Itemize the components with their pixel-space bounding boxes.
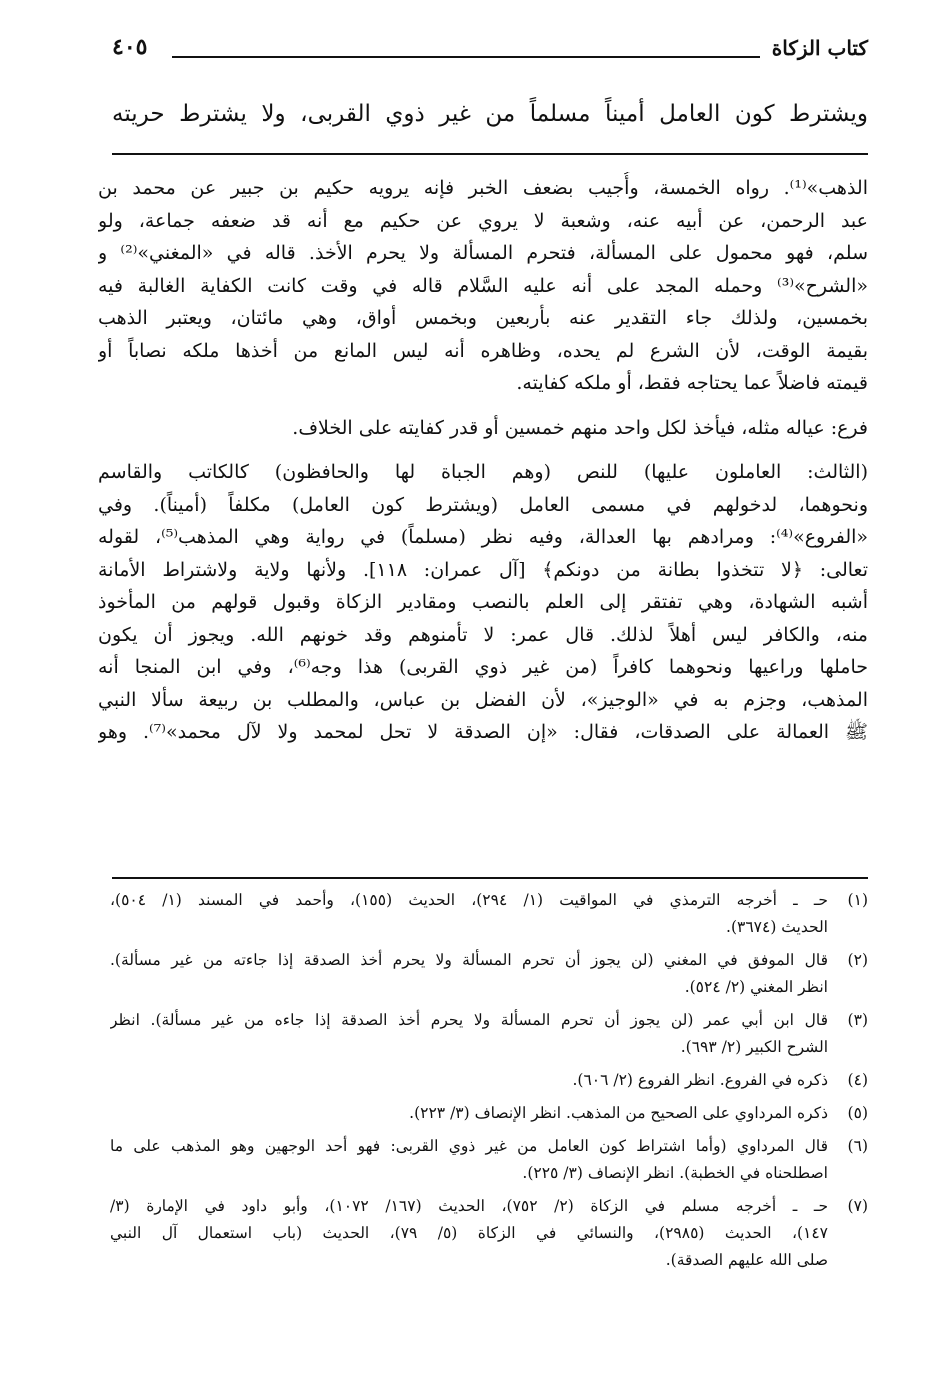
footnotes — [110, 887, 868, 1280]
footnote-number: (٣) — [847, 1011, 868, 1029]
footnote-separator — [112, 877, 868, 879]
footnote-line: انظر المغني (٢/ ٥٢٤). — [684, 978, 828, 996]
footnote-line: قال ابن أبي عمر (لن يجوز أن تحرم المسألة ولا يحرم أخذ الصدقة إذا جاءه من غير مسألة). انظر — [110, 1011, 828, 1029]
footnote-line: قال المرداوي (وأما اشتراط كون العامل من غير ذوي القربى: فهو أحد الوجهين وهو المذهب على ما — [110, 1137, 828, 1155]
commentary-body — [98, 172, 868, 749]
body-line: ونحوهما، لدخولهم في مسمى العامل (ويشترط كون العامل) مكلفاً (أميناً). وفي — [98, 493, 868, 516]
body-line: سلم، فهو محمول على المسألة، فتحرم المسألة ولا يحرم الأخذ. قاله في «المغني»⁽²⁾ و — [98, 242, 868, 264]
matn-separator — [112, 153, 868, 155]
footnote-number: (٦) — [847, 1137, 868, 1155]
footnote-number: (٥) — [847, 1104, 868, 1122]
body-line: بقيمة الوقت، لأن الشرع لم يحده، وظاهره أنه ليس المانع من أخذها ملكه نصاباً أو — [98, 339, 868, 362]
matn-text: ويشترط كون العامل أميناً مسلماً من غير ذوي القربى، ولا يشترط حريته — [112, 101, 868, 127]
footnote-number: (٢) — [847, 951, 868, 969]
footnote-line: الشرح الكبير (٢/ ٦٩٣). — [680, 1038, 828, 1056]
running-header — [112, 34, 868, 74]
footnote-line: الحديث (٣٦٧٤). — [726, 918, 828, 936]
footnote-item — [110, 1100, 868, 1127]
body-line: ﷺ العمالة على الصدقات، فقال: «إن الصدقة لا تحل لمحمد ولا لآل محمد»⁽⁷⁾. وهو — [98, 721, 868, 743]
body-line: عبد الرحمن، عن أبيه عنه، وشعبة لا يروي عن حكيم مع أنه قد ضعفه جماعة، ولو — [98, 209, 868, 232]
footnote-number: (١) — [847, 891, 868, 909]
body-line: بخمسين، ولذلك جاء التقدير عنه بأربعين وبخمس أواق، وهي مائتان، ويعتبر الذهب — [98, 307, 868, 329]
body-line: «الشرح»⁽³⁾ وحمله المجد على أنه عليه السَّلام قاله في وقت كانت الكفاية الغالبة فيه — [98, 274, 868, 297]
header-rule — [172, 56, 760, 58]
body-line: قيمته فاضلاً عما يحتاجه فقط، أو ملكه كفايته. — [516, 372, 868, 394]
footnote-line: صلى الله عليهم الصدقة). — [665, 1251, 828, 1269]
footnote-line: حـ ـ أخرجه مسلم في الزكاة (٢/ ٧٥٢)، الحديث (١٦٧/ ١٠٧٢)، وأبو داود في الإمارة (٣/ — [110, 1197, 828, 1215]
paragraph-gap — [98, 444, 868, 456]
paragraph-gap — [98, 400, 868, 412]
page-number: ٤٠٥ — [112, 34, 148, 60]
body-line: المذهب، وجزم به في «الوجيز»، لأن الفضل بن عباس، والمطلب بن ربيعة سألا النبي — [98, 688, 868, 711]
chapter-title: كتاب الزكاة — [771, 36, 868, 60]
footnote-line: ذكره في الفروع. انظر الفروع (٢/ ٦٠٦). — [572, 1071, 828, 1089]
footnote-item — [110, 947, 868, 1001]
footnote-number: (٤) — [847, 1071, 868, 1089]
footnote-item — [110, 1067, 868, 1094]
body-line: (الثالث: العاملون عليها) للنص (وهم الجباة لها والحافظون) كالكاتب والقاسم — [98, 461, 868, 483]
footnote-item — [110, 1133, 868, 1187]
body-line: الذهب»⁽¹⁾. رواه الخمسة، وأُجيب بضعف الخبر فإنه يرويه حكيم بن جبير عن محمد بن — [98, 177, 868, 199]
footnote-item — [110, 1193, 868, 1274]
footnote-line: ١٤٧)، الحديث (٢٩٨٥)، والنسائي في الزكاة (٥/ ٧٩)، الحديث (باب استعمال آل النبي — [110, 1224, 828, 1242]
body-line: فرع: عياله مثله، فيأخذ لكل واحد منهم خمسين أو قدر كفايته على الخلاف. — [292, 416, 868, 439]
footnote-number: (٧) — [847, 1197, 868, 1215]
body-line: منه، والكافر ليس أهلاً لذلك. قال عمر: لا تأمنوهم وقد خونهم الله. ويجوز أن يكون — [98, 623, 868, 646]
body-line: تعالى: ﴿لا تتخذوا بطانة من دونكم﴾ [آل عمران: ١١٨]. ولأنها ولاية ولاشتراط الأمانة — [98, 558, 868, 581]
footnote-line: قال الموفق في المغني (لن يجوز أن تحرم المسألة ولا يحرم أخذ الصدقة إذا جاءته من غير مسألة). — [110, 951, 828, 969]
body-line: أشبه الشهادة، وهي تفتقر إلى العلم بالنصب ومقادير الزكاة وقبول قولهم من المأخوذ — [98, 591, 868, 613]
footnote-line: حـ ـ أخرجه الترمذي في المواقيت (١/ ٢٩٤)، الحديث (١٥٥)، وأحمد في المسند (١/ ٥٠٤)، — [110, 891, 828, 909]
footnote-line: اصطلحناه في الخطبة). انظر الإنصاف (٣/ ٢٢٥). — [522, 1164, 828, 1182]
footnote-item — [110, 887, 868, 941]
footnote-item — [110, 1007, 868, 1061]
body-line: حاملها وراعيها ونحوهما كافراً (من غير ذوي القربى) هذا وجه⁽⁶⁾، وفي ابن المنجا أنه — [98, 656, 868, 678]
body-line: «الفروع»⁽⁴⁾: ومرادهم بها العدالة، وفيه نظر (مسلماً) في رواية وهي المذهب⁽⁵⁾، لقوله — [98, 526, 868, 548]
footnote-line: ذكره المرداوي على الصحيح من المذهب. انظر الإنصاف (٣/ ٢٢٣). — [409, 1104, 828, 1122]
